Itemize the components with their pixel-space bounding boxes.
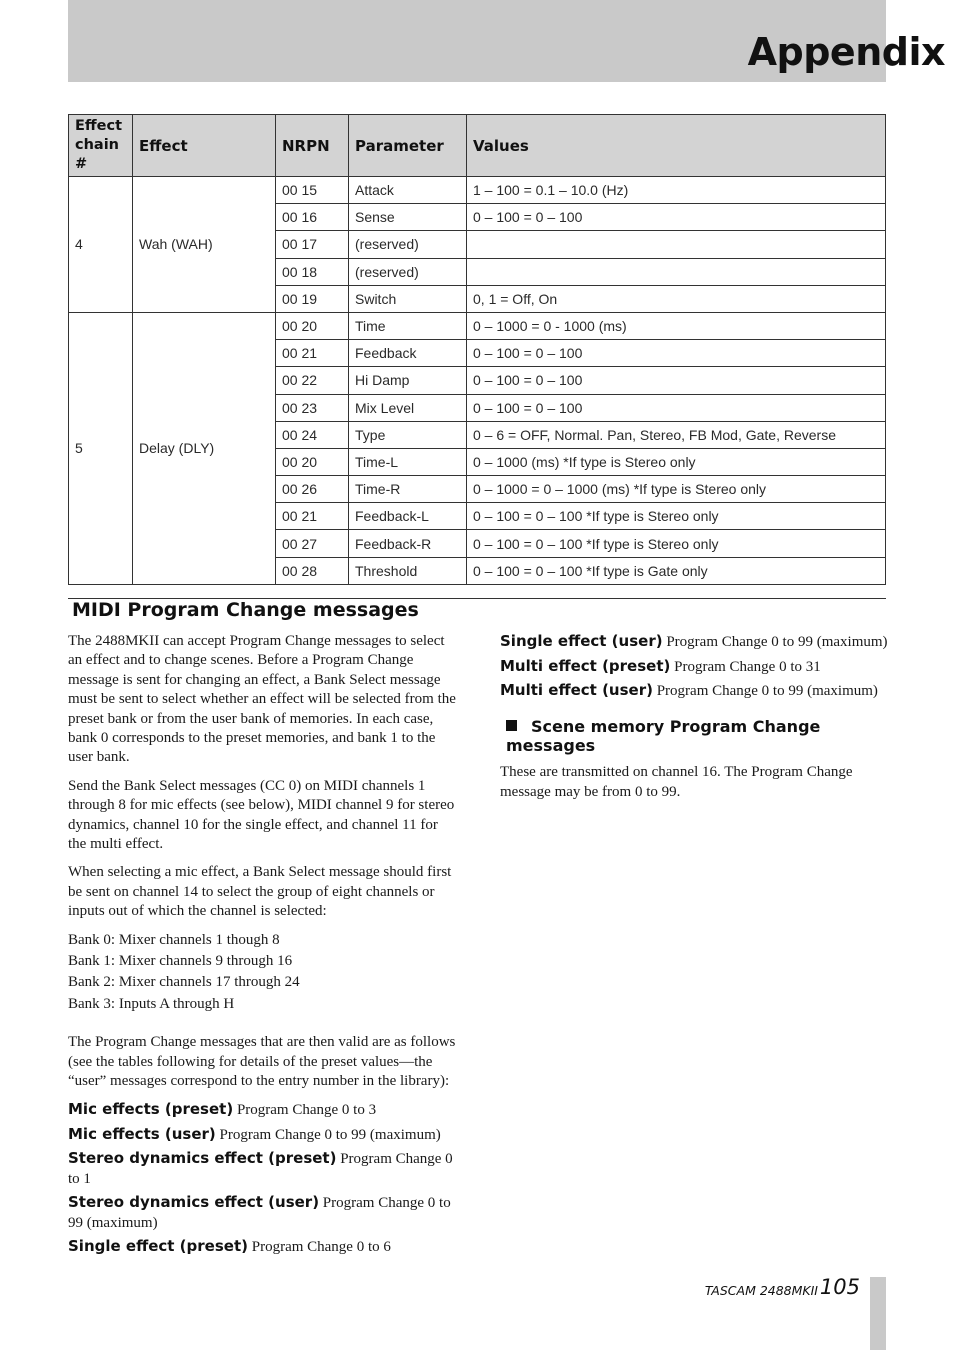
right-column	[500, 632, 890, 802]
program-change-range: Program Change 0 to 99 (maximum)	[666, 634, 888, 650]
program-change-label: Multi effect (user)	[500, 681, 653, 699]
parameter-cell: Sense	[349, 204, 467, 231]
program-change-label: Mic effects (user)	[68, 1124, 216, 1143]
col-header-effect-chain: Effect chain #	[69, 115, 133, 177]
nrpn-cell: 00 19	[276, 285, 349, 312]
program-change-list-left	[68, 1100, 456, 1258]
mic-effect-paragraph: When selecting a mic effect, a Bank Select message should first be sent on channel 14 to select the group of eight channels or inputs out of which the channel is selected:	[68, 864, 452, 920]
program-change-intro-paragraph: The Program Change messages that are then valid are as follows (see the tables following for details of the preset values—the “user” messages correspond to the entry number in the library):	[68, 1034, 456, 1090]
program-change-label: Mic effects (preset)	[68, 1100, 234, 1119]
intro-paragraph: The 2488MKII can accept Program Change messages to select an effect and to change scenes. Before a Program Change message is sent for changing an effect, a Bank Select message must be sent to select whether an effect will be selected from the preset bank or from the user bank of memories. In each case, bank 0 corresponds to the preset memories, and bank 1 to the user bank.	[68, 633, 456, 766]
table-body	[69, 177, 886, 585]
values-cell: 0 – 100 = 0 – 100 *If type is Gate only	[467, 557, 886, 584]
program-change-label: Stereo dynamics effect (user)	[68, 1193, 320, 1212]
parameter-cell: Mix Level	[349, 394, 467, 421]
effect-chain-cell: 4	[69, 177, 133, 313]
values-cell: 0 – 100 = 0 – 100	[467, 394, 886, 421]
values-cell: 0 – 100 = 0 – 100 *If type is Stereo only	[467, 530, 886, 557]
nrpn-cell: 00 23	[276, 394, 349, 421]
effect-name-cell: Wah (WAH)	[133, 177, 276, 313]
program-change-label: Multi effect (preset)	[500, 656, 671, 675]
subsection-text: These are transmitted on channel 16. The Program Change message may be from 0 to 99.	[500, 764, 853, 800]
parameter-cell: Attack	[349, 177, 467, 204]
nrpn-cell: 00 21	[276, 503, 349, 530]
nrpn-cell: 00 15	[276, 177, 349, 204]
nrpn-cell: 00 16	[276, 204, 349, 231]
nrpn-cell: 00 21	[276, 340, 349, 367]
program-change-range: Program Change 0 to 6	[251, 1239, 391, 1256]
page-title: Appendix	[747, 30, 945, 74]
bank-list-item: Bank 0: Mixer channels 1 though 8	[68, 931, 280, 948]
program-change-entry	[68, 1149, 456, 1189]
values-cell: 0 – 100 = 0 – 100 *If type is Stereo only	[467, 503, 886, 530]
col-header-parameter: Parameter	[349, 115, 467, 177]
parameter-cell: Feedback	[349, 340, 467, 367]
program-change-entry	[68, 1100, 456, 1121]
program-change-label: Single effect (preset)	[68, 1237, 248, 1256]
subsection-heading	[506, 717, 890, 756]
effect-name-cell: Delay (DLY)	[133, 312, 276, 584]
parameter-cell: Feedback-R	[349, 530, 467, 557]
table-header-row	[69, 115, 886, 177]
nrpn-cell: 00 28	[276, 557, 349, 584]
program-change-list-right	[500, 632, 890, 702]
parameter-cell: (reserved)	[349, 231, 467, 258]
parameter-cell: Time	[349, 312, 467, 339]
program-change-range: Program Change 0 to 31	[674, 658, 821, 675]
footer-brand: TASCAM 2488MKII	[704, 1283, 818, 1298]
col-header-effect: Effect	[133, 115, 276, 177]
left-column	[68, 632, 456, 1262]
section-title: MIDI Program Change messages	[72, 599, 419, 621]
bank-list-item: Bank 1: Mixer channels 9 through 16	[68, 953, 293, 970]
program-change-entry	[68, 1237, 456, 1258]
program-change-entry	[500, 657, 890, 678]
program-change-range: Program Change 0 to 99 (maximum)	[656, 683, 878, 699]
values-cell: 1 – 100 = 0.1 – 10.0 (Hz)	[467, 177, 886, 204]
parameter-cell: Hi Damp	[349, 367, 467, 394]
values-cell: 0 – 1000 = 0 - 1000 (ms)	[467, 312, 886, 339]
col-header-values: Values	[467, 115, 886, 177]
nrpn-cell: 00 18	[276, 258, 349, 285]
parameter-cell: Time-R	[349, 476, 467, 503]
nrpn-cell: 00 24	[276, 421, 349, 448]
square-bullet-icon	[506, 720, 517, 731]
values-cell: 0 – 100 = 0 – 100	[467, 367, 886, 394]
values-cell	[467, 231, 886, 258]
table-row	[69, 177, 886, 204]
values-cell: 0 – 1000 = 0 – 1000 (ms) *If type is Stereo only	[467, 476, 886, 503]
bank-list-item: Bank 2: Mixer channels 17 through 24	[68, 974, 300, 991]
nrpn-cell: 00 27	[276, 530, 349, 557]
parameter-cell: (reserved)	[349, 258, 467, 285]
program-change-entry	[68, 1193, 456, 1233]
parameter-cell: Type	[349, 421, 467, 448]
parameter-cell: Threshold	[349, 557, 467, 584]
nrpn-cell: 00 20	[276, 312, 349, 339]
values-cell: 0, 1 = Off, On	[467, 285, 886, 312]
values-cell	[467, 258, 886, 285]
page-number: 105	[819, 1275, 860, 1299]
program-change-entry	[500, 681, 890, 702]
parameter-cell: Feedback-L	[349, 503, 467, 530]
parameter-cell: Time-L	[349, 448, 467, 475]
footer-tab-bar	[870, 1277, 886, 1350]
bank-list-item: Bank 3: Inputs A through H	[68, 995, 235, 1012]
program-change-entry	[68, 1125, 456, 1146]
program-change-label: Single effect (user)	[500, 632, 663, 650]
table-row	[69, 312, 886, 339]
bank-select-paragraph: Send the Bank Select messages (CC 0) on MIDI channels 1 through 8 for mic effects (see below), MIDI channel 9 for stereo dynamics, channel 10 for the single effect, and channel 11 for the multi effect.	[68, 777, 455, 853]
nrpn-cell: 00 17	[276, 231, 349, 258]
nrpn-cell: 00 20	[276, 448, 349, 475]
values-cell: 0 – 6 = OFF, Normal. Pan, Stereo, FB Mod, Gate, Reverse	[467, 421, 886, 448]
values-cell: 0 – 1000 (ms) *If type is Stereo only	[467, 448, 886, 475]
nrpn-cell: 00 26	[276, 476, 349, 503]
subsection-title: Scene memory Program Change messages	[506, 716, 821, 755]
program-change-range: Program Change 0 to 1	[68, 1151, 453, 1187]
nrpn-cell: 00 22	[276, 367, 349, 394]
program-change-range: Program Change 0 to 99 (maximum)	[68, 1195, 451, 1231]
program-change-label: Stereo dynamics effect (preset)	[68, 1149, 337, 1168]
program-change-entry	[500, 632, 890, 653]
values-cell: 0 – 100 = 0 – 100	[467, 340, 886, 367]
program-change-range: Program Change 0 to 99 (maximum)	[219, 1126, 441, 1143]
col-header-nrpn: NRPN	[276, 115, 349, 177]
program-change-range: Program Change 0 to 3	[236, 1102, 377, 1119]
values-cell: 0 – 100 = 0 – 100	[467, 204, 886, 231]
effect-chain-cell: 5	[69, 312, 133, 584]
nrpn-parameter-table	[68, 114, 886, 585]
parameter-cell: Switch	[349, 285, 467, 312]
